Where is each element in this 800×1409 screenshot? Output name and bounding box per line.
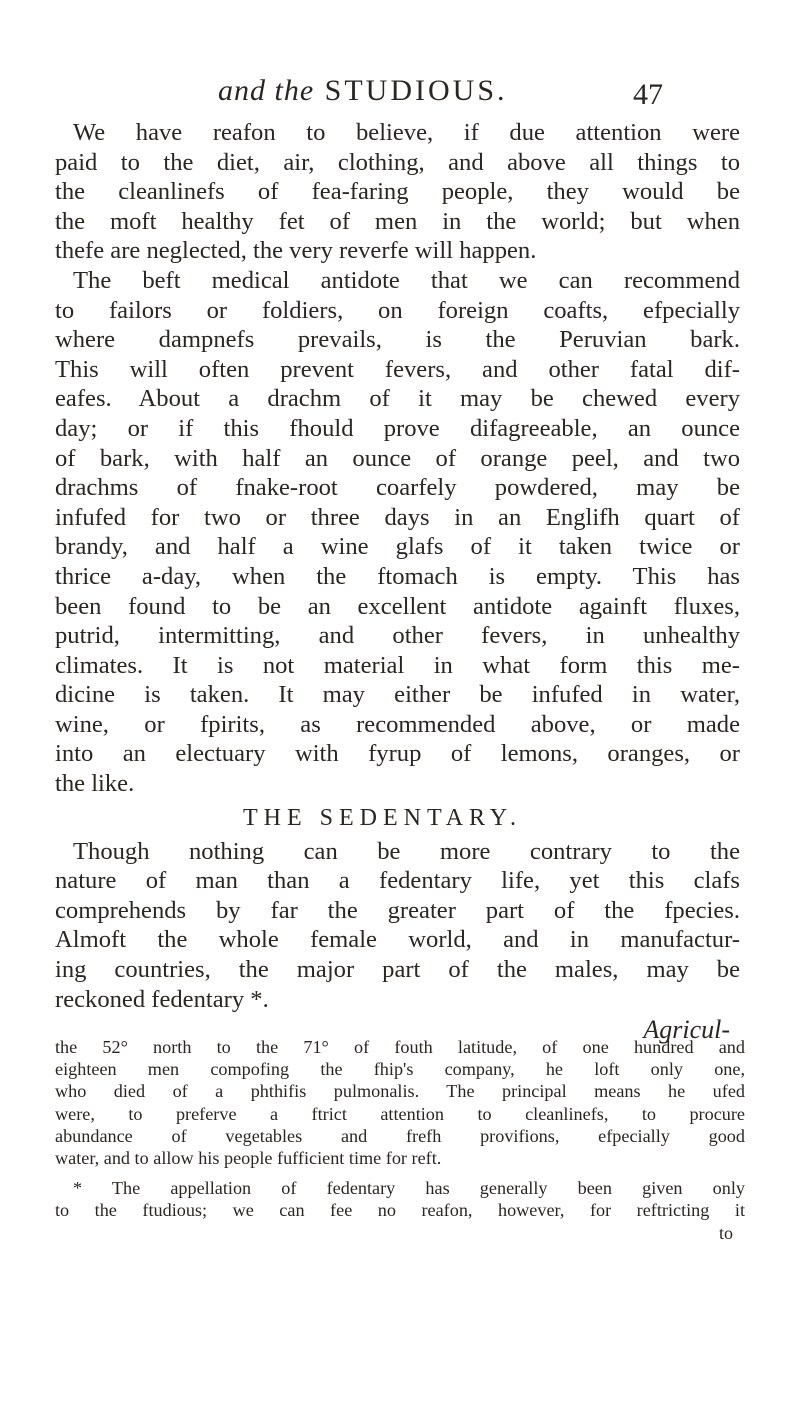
text-line: reckoned fedentary *.: [55, 985, 269, 1013]
text-line: day; or if this fhould prove difagreeable, an ounce: [55, 414, 740, 442]
footnote-line: abundance of vegetables and frefh provifions, efpecially good: [55, 1125, 745, 1146]
text-line: thrice a-day, when the ftomach is empty. This has: [55, 562, 740, 590]
footnote-line: water, and to allow his people fufficient time for reft.: [55, 1147, 442, 1168]
running-head: [0, 74, 800, 114]
text-line: nature of man than a fedentary life, yet this clafs: [55, 867, 740, 895]
catchword: Agricul-: [643, 1015, 730, 1045]
text-line: We have reafon to believe, if due attention were: [73, 119, 740, 146]
footnote-catchword: to: [718, 1222, 733, 1243]
text-line: This will often prevent fevers, and other fatal dif-: [55, 355, 740, 383]
text-line: comprehends by far the greater part of the fpecies.: [55, 896, 740, 924]
text-line: dicine is taken. It may either be infufed in water,: [55, 681, 740, 709]
footnote-line: who died of a phthifis pulmonalis. The principal means he ufed: [55, 1081, 745, 1102]
running-title-prefix: and the: [218, 74, 315, 107]
footnote-line: to the ftudious; we can fee no reafon, however, for reftricting it: [55, 1200, 745, 1221]
text-line: ing countries, the major part of the males, may be: [55, 956, 740, 984]
text-line: drachms of fnake-root coarfely powdered, may be: [55, 474, 740, 502]
text-line: of bark, with half an ounce of orange peel, and two: [55, 444, 740, 472]
footnote-line: the 52° north to the 71° of fouth latitude, of one hundred and: [55, 1037, 745, 1057]
footnote-spacer: [55, 1169, 745, 1177]
text-line: paid to the diet, air, clothing, and above all things to: [55, 148, 740, 176]
footnote-line: eighteen men compofing the fhip's company, he loft only one,: [55, 1059, 745, 1080]
text-line: to failors or foldiers, on foreign coafts, efpecially: [55, 296, 740, 324]
text-line: thefe are neglected, the very reverfe will happen.: [55, 237, 537, 265]
text-line: climates. It is not material in what form this me-: [55, 651, 740, 679]
section-heading: THE SEDENTARY.: [243, 804, 522, 831]
text-line: eafes. About a drachm of it may be chewed every: [55, 385, 740, 413]
text-line: the cleanlinefs of fea-faring people, they would be: [55, 178, 740, 206]
footnote-line: were, to preferve a ftrict attention to cleanlinefs, to procure: [55, 1103, 745, 1124]
text-line: brandy, and half a wine glafs of it taken twice or: [55, 533, 740, 561]
text-line: putrid, intermitting, and other fevers, in unhealthy: [55, 622, 740, 650]
text-line: Almoft the whole female world, and in manufactur-: [55, 926, 740, 954]
footnote-line: * The appellation of fedentary has generally been given only: [73, 1178, 745, 1199]
footnotes: [55, 1036, 745, 1244]
main-text: [55, 118, 740, 1046]
text-line: Though nothing can be more contrary to the: [73, 837, 740, 865]
text-line: into an electuary with fyrup of lemons, oranges, or: [55, 740, 740, 768]
running-title: [218, 74, 508, 108]
text-line: the moft healthy fet of men in the world; but when: [55, 207, 740, 235]
text-line: The beft medical antidote that we can recommend: [73, 266, 740, 294]
text-line: been found to be an excellent antidote againft fluxes,: [55, 592, 740, 620]
page-number: 47: [633, 78, 663, 111]
text-line: where dampnefs prevails, is the Peruvian bark.: [55, 326, 740, 354]
text-line: wine, or fpirits, as recommended above, or made: [55, 710, 740, 738]
running-title-main: STUDIOUS.: [324, 74, 508, 107]
text-line: the like.: [55, 770, 135, 798]
text-line: infufed for two or three days in an Englifh quart of: [55, 503, 740, 531]
